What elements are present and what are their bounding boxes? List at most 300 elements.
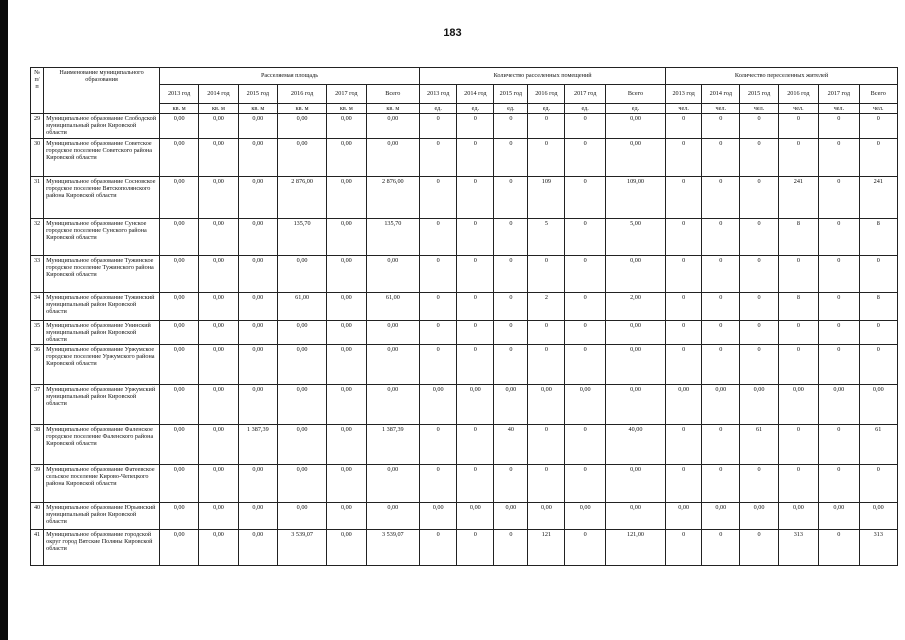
row-number: 36	[31, 344, 44, 384]
area-cell: 0,00	[366, 502, 420, 529]
people-cell: 0	[666, 320, 702, 344]
header-year: Всего	[859, 85, 897, 104]
row-number: 34	[31, 292, 44, 320]
area-cell: 0,00	[366, 384, 420, 424]
rooms-cell: 0	[457, 529, 494, 565]
area-cell: 0,00	[327, 114, 366, 138]
people-cell: 0	[666, 344, 702, 384]
area-cell: 0,00	[278, 424, 327, 464]
municipality-name: Муниципальное образование городской округ город Вятские Поляны Кировской области	[44, 529, 160, 565]
area-cell: 0,00	[278, 320, 327, 344]
area-cell: 0,00	[327, 464, 366, 502]
municipality-name: Муниципальное образование Советское городское поселение Советского района Кировской области	[44, 138, 160, 176]
rooms-cell: 0	[565, 464, 605, 502]
area-cell: 61,00	[366, 292, 420, 320]
area-cell: 0,00	[278, 344, 327, 384]
area-cell: 0,00	[238, 114, 277, 138]
municipality-name: Муниципальное образование Юрьянский муниципальный район Кировской области	[44, 502, 160, 529]
area-cell: 0,00	[159, 320, 198, 344]
municipality-name: Муниципальное образование Фатеевское сельское поселение Кирово-Чепецкого района Кировской области	[44, 464, 160, 502]
people-cell: 0	[666, 218, 702, 255]
rooms-cell: 0	[494, 176, 528, 218]
rooms-cell: 0	[528, 255, 565, 292]
rooms-cell: 0,00	[605, 255, 665, 292]
area-cell: 0,00	[159, 218, 198, 255]
rooms-cell: 121,00	[605, 529, 665, 565]
people-cell: 0	[819, 114, 859, 138]
people-cell: 0	[819, 464, 859, 502]
resettlement-table	[30, 67, 898, 566]
rooms-cell: 0	[420, 114, 457, 138]
municipality-name: Муниципальное образование Тужинское городское поселение Тужинского района Кировской области	[44, 255, 160, 292]
area-cell: 0,00	[159, 529, 198, 565]
people-cell: 0	[740, 114, 778, 138]
rooms-cell: 0	[528, 138, 565, 176]
rooms-cell: 0	[565, 424, 605, 464]
table-row	[31, 344, 898, 384]
header-unit: ед.	[605, 104, 665, 114]
municipality-name: Муниципальное образование Уржумский муниципальный район Кировской области	[44, 384, 160, 424]
rooms-cell: 0	[565, 138, 605, 176]
area-cell: 61,00	[278, 292, 327, 320]
header-year: 2014 год	[702, 85, 740, 104]
rooms-cell: 0	[420, 138, 457, 176]
people-cell: 0	[666, 464, 702, 502]
table-row	[31, 320, 898, 344]
area-cell: 0,00	[199, 114, 238, 138]
area-cell: 0,00	[327, 344, 366, 384]
people-cell: 0	[778, 114, 818, 138]
municipality-name: Муниципальное образование Тужинский муниципальный район Кировской области	[44, 292, 160, 320]
area-cell: 0,00	[238, 255, 277, 292]
area-cell: 0,00	[327, 529, 366, 565]
rooms-cell: 5,00	[605, 218, 665, 255]
table-row	[31, 114, 898, 138]
rooms-cell: 0	[457, 218, 494, 255]
header-group-rooms: Количество расселенных помещений	[420, 68, 666, 85]
people-cell: 313	[778, 529, 818, 565]
row-number: 35	[31, 320, 44, 344]
people-cell: 0	[740, 344, 778, 384]
header-unit: кв. м	[278, 104, 327, 114]
rooms-cell: 0	[494, 320, 528, 344]
area-cell: 0,00	[327, 176, 366, 218]
header-year: 2017 год	[819, 85, 859, 104]
area-cell: 0,00	[327, 255, 366, 292]
header-year: 2017 год	[565, 85, 605, 104]
header-year: 2015 год	[238, 85, 277, 104]
header-unit: чел.	[666, 104, 702, 114]
rooms-cell: 0,00	[457, 502, 494, 529]
area-cell: 1 387,39	[366, 424, 420, 464]
people-cell: 0	[819, 176, 859, 218]
people-cell: 0,00	[859, 502, 897, 529]
rooms-cell: 0	[528, 320, 565, 344]
people-cell: 0	[859, 320, 897, 344]
rooms-cell: 0	[420, 255, 457, 292]
people-cell: 8	[859, 292, 897, 320]
people-cell: 0	[819, 292, 859, 320]
people-cell: 0,00	[778, 384, 818, 424]
rooms-cell: 5	[528, 218, 565, 255]
header-year: 2016 год	[778, 85, 818, 104]
people-cell: 0	[702, 292, 740, 320]
row-number: 30	[31, 138, 44, 176]
people-cell: 0,00	[702, 384, 740, 424]
header-year: Всего	[366, 85, 420, 104]
table-row	[31, 529, 898, 565]
rooms-cell: 0	[457, 255, 494, 292]
area-cell: 0,00	[238, 344, 277, 384]
rooms-cell: 0	[457, 138, 494, 176]
area-cell: 0,00	[159, 138, 198, 176]
header-unit: чел.	[778, 104, 818, 114]
header-group-people: Количество переселенных жителей	[666, 68, 898, 85]
rooms-cell: 0	[494, 464, 528, 502]
area-cell: 0,00	[199, 320, 238, 344]
header-year: 2015 год	[740, 85, 778, 104]
rooms-cell: 0,00	[565, 384, 605, 424]
area-cell: 0,00	[238, 502, 277, 529]
area-cell: 0,00	[199, 344, 238, 384]
rooms-cell: 0	[457, 320, 494, 344]
header-name: Наименование муниципального образования	[44, 68, 160, 114]
people-cell: 0	[859, 464, 897, 502]
people-cell: 61	[740, 424, 778, 464]
rooms-cell: 109,00	[605, 176, 665, 218]
header-unit: кв. м	[199, 104, 238, 114]
people-cell: 0,00	[819, 384, 859, 424]
rooms-cell: 0	[494, 114, 528, 138]
rooms-cell: 0,00	[528, 384, 565, 424]
rooms-cell: 0,00	[494, 502, 528, 529]
area-cell: 0,00	[238, 464, 277, 502]
municipality-name: Муниципальное образование Унинский муниципальный район Кировской области	[44, 320, 160, 344]
people-cell: 0	[666, 114, 702, 138]
area-cell: 0,00	[199, 292, 238, 320]
people-cell: 241	[778, 176, 818, 218]
area-cell: 0,00	[199, 464, 238, 502]
rooms-cell: 0	[457, 176, 494, 218]
people-cell: 0	[666, 424, 702, 464]
area-cell: 0,00	[238, 176, 277, 218]
rooms-cell: 0	[457, 292, 494, 320]
rooms-cell: 109	[528, 176, 565, 218]
people-cell: 0	[778, 320, 818, 344]
people-cell: 0,00	[740, 502, 778, 529]
rooms-cell: 0	[565, 114, 605, 138]
rooms-cell: 0	[494, 344, 528, 384]
municipality-name: Муниципальное образование Уржумское городское поселение Уржумского района Кировской области	[44, 344, 160, 384]
area-cell: 0,00	[327, 138, 366, 176]
rooms-cell: 0	[494, 292, 528, 320]
rooms-cell: 0	[457, 114, 494, 138]
people-cell: 0	[666, 529, 702, 565]
header-group-area: Расселяемая площадь	[159, 68, 419, 85]
header-year: 2013 год	[420, 85, 457, 104]
header-unit: кв. м	[366, 104, 420, 114]
rooms-cell: 0	[528, 464, 565, 502]
rooms-cell: 0	[420, 218, 457, 255]
table-row	[31, 502, 898, 529]
row-number: 41	[31, 529, 44, 565]
area-cell: 0,00	[278, 255, 327, 292]
rooms-cell: 0	[494, 255, 528, 292]
people-cell: 0	[740, 176, 778, 218]
people-cell: 0	[702, 176, 740, 218]
people-cell: 0	[778, 424, 818, 464]
binding-strip	[0, 0, 8, 640]
rooms-cell: 0	[457, 424, 494, 464]
area-cell: 0,00	[159, 384, 198, 424]
header-unit: кв. м	[327, 104, 366, 114]
people-cell: 0	[819, 344, 859, 384]
municipality-name: Муниципальное образование Сосновское городское поселение Вятскополянского района Кировской области	[44, 176, 160, 218]
area-cell: 3 539,07	[366, 529, 420, 565]
municipality-name: Муниципальное образование Фаленское городское поселение Фаленского района Кировской области	[44, 424, 160, 464]
header-unit: чел.	[702, 104, 740, 114]
header-year: 2017 год	[327, 85, 366, 104]
area-cell: 0,00	[238, 384, 277, 424]
row-number: 29	[31, 114, 44, 138]
area-cell: 0,00	[327, 218, 366, 255]
table-row	[31, 424, 898, 464]
rooms-cell: 0,00	[420, 384, 457, 424]
table-row	[31, 218, 898, 255]
rooms-cell: 0,00	[605, 344, 665, 384]
people-cell: 0	[702, 424, 740, 464]
header-num: № п/п	[31, 68, 44, 114]
area-cell: 2 876,00	[278, 176, 327, 218]
rooms-cell: 0,00	[605, 138, 665, 176]
area-cell: 0,00	[159, 292, 198, 320]
people-cell: 0	[702, 344, 740, 384]
rooms-cell: 0,00	[605, 320, 665, 344]
area-cell: 0,00	[199, 424, 238, 464]
people-cell: 0	[666, 176, 702, 218]
table-row	[31, 464, 898, 502]
area-cell: 135,70	[278, 218, 327, 255]
people-cell: 0	[702, 255, 740, 292]
people-cell: 0	[859, 138, 897, 176]
people-cell: 0	[740, 529, 778, 565]
rooms-cell: 0	[565, 176, 605, 218]
area-cell: 0,00	[199, 502, 238, 529]
people-cell: 313	[859, 529, 897, 565]
header-year: 2015 год	[494, 85, 528, 104]
area-cell: 0,00	[199, 176, 238, 218]
row-number: 39	[31, 464, 44, 502]
header-year: 2013 год	[159, 85, 198, 104]
area-cell: 0,00	[159, 424, 198, 464]
area-cell: 0,00	[366, 138, 420, 176]
rooms-cell: 0	[457, 344, 494, 384]
area-cell: 0,00	[327, 384, 366, 424]
people-cell: 0,00	[702, 502, 740, 529]
people-cell: 0	[702, 138, 740, 176]
people-cell: 0	[702, 218, 740, 255]
rooms-cell: 0,00	[605, 464, 665, 502]
row-number: 40	[31, 502, 44, 529]
area-cell: 0,00	[238, 320, 277, 344]
people-cell: 0	[819, 529, 859, 565]
row-number: 33	[31, 255, 44, 292]
rooms-cell: 0,00	[457, 384, 494, 424]
rooms-cell: 0	[494, 218, 528, 255]
area-cell: 0,00	[159, 464, 198, 502]
people-cell: 0	[778, 138, 818, 176]
people-cell: 0	[740, 255, 778, 292]
area-cell: 0,00	[366, 344, 420, 384]
header-unit: ед.	[420, 104, 457, 114]
header-year: Всего	[605, 85, 665, 104]
people-cell: 0	[740, 320, 778, 344]
header-unit: чел.	[819, 104, 859, 114]
table-row	[31, 138, 898, 176]
area-cell: 0,00	[238, 218, 277, 255]
header-unit: ед.	[457, 104, 494, 114]
people-cell: 0	[702, 320, 740, 344]
rooms-cell: 0	[528, 344, 565, 384]
rooms-cell: 2	[528, 292, 565, 320]
area-cell: 0,00	[278, 138, 327, 176]
rooms-cell: 0	[420, 320, 457, 344]
area-cell: 0,00	[238, 138, 277, 176]
area-cell: 0,00	[238, 292, 277, 320]
area-cell: 0,00	[278, 464, 327, 502]
people-cell: 0	[666, 255, 702, 292]
area-cell: 0,00	[327, 502, 366, 529]
rooms-cell: 2,00	[605, 292, 665, 320]
people-cell: 0	[702, 464, 740, 502]
people-cell: 61	[859, 424, 897, 464]
people-cell: 0	[819, 138, 859, 176]
area-cell: 0,00	[159, 502, 198, 529]
rooms-cell: 0	[420, 344, 457, 384]
people-cell: 0	[740, 464, 778, 502]
table-row	[31, 176, 898, 218]
area-cell: 0,00	[327, 320, 366, 344]
area-cell: 0,00	[199, 218, 238, 255]
people-cell: 0	[859, 255, 897, 292]
rooms-cell: 0,00	[494, 384, 528, 424]
rooms-cell: 0	[565, 529, 605, 565]
page-number: 183	[443, 27, 462, 39]
header-unit: кв. м	[159, 104, 198, 114]
header-unit: ед.	[494, 104, 528, 114]
municipality-name: Муниципальное образование Слободской муниципальный район Кировской области	[44, 114, 160, 138]
rooms-cell: 0	[565, 292, 605, 320]
rooms-cell: 0	[420, 424, 457, 464]
people-cell: 0	[778, 255, 818, 292]
area-cell: 0,00	[159, 114, 198, 138]
rooms-cell: 0	[528, 114, 565, 138]
header-year: 2013 год	[666, 85, 702, 104]
rooms-cell: 0,00	[605, 114, 665, 138]
rooms-cell: 0,00	[565, 502, 605, 529]
area-cell: 1 387,39	[238, 424, 277, 464]
rooms-cell: 0	[494, 529, 528, 565]
header-year: 2014 год	[199, 85, 238, 104]
table-row	[31, 292, 898, 320]
people-cell: 0,00	[666, 502, 702, 529]
people-cell: 0	[778, 464, 818, 502]
people-cell: 0	[819, 424, 859, 464]
people-cell: 0	[859, 114, 897, 138]
area-cell: 0,00	[199, 384, 238, 424]
row-number: 37	[31, 384, 44, 424]
rooms-cell: 0,00	[528, 502, 565, 529]
area-cell: 0,00	[278, 114, 327, 138]
people-cell: 0,00	[819, 502, 859, 529]
rooms-cell: 0,00	[605, 502, 665, 529]
row-number: 31	[31, 176, 44, 218]
header-unit: кв. м	[238, 104, 277, 114]
people-cell: 0	[819, 255, 859, 292]
rooms-cell: 0	[457, 464, 494, 502]
header-year: 2016 год	[528, 85, 565, 104]
people-cell: 0	[740, 138, 778, 176]
area-cell: 2 876,00	[366, 176, 420, 218]
area-cell: 0,00	[278, 502, 327, 529]
people-cell: 0,00	[740, 384, 778, 424]
rooms-cell: 0	[565, 255, 605, 292]
area-cell: 0,00	[327, 424, 366, 464]
area-cell: 0,00	[366, 255, 420, 292]
rooms-cell: 40	[494, 424, 528, 464]
people-cell: 0	[859, 344, 897, 384]
rooms-cell: 0	[565, 218, 605, 255]
people-cell: 0,00	[666, 384, 702, 424]
area-cell: 0,00	[199, 138, 238, 176]
people-cell: 0	[666, 292, 702, 320]
people-cell: 0	[819, 320, 859, 344]
municipality-name: Муниципальное образование Сунское городское поселение Сунского района Кировской области	[44, 218, 160, 255]
area-cell: 0,00	[159, 255, 198, 292]
area-cell: 0,00	[238, 529, 277, 565]
header-unit: ед.	[565, 104, 605, 114]
header-unit: ед.	[528, 104, 565, 114]
row-number: 32	[31, 218, 44, 255]
area-cell: 0,00	[199, 529, 238, 565]
people-cell: 0	[702, 529, 740, 565]
area-cell: 0,00	[159, 176, 198, 218]
people-cell: 0	[778, 344, 818, 384]
people-cell: 241	[859, 176, 897, 218]
area-cell: 0,00	[366, 320, 420, 344]
rooms-cell: 0	[420, 292, 457, 320]
rooms-cell: 0,00	[605, 384, 665, 424]
people-cell: 0,00	[778, 502, 818, 529]
people-cell: 8	[778, 292, 818, 320]
rooms-cell: 0	[565, 320, 605, 344]
area-cell: 0,00	[327, 292, 366, 320]
people-cell: 8	[778, 218, 818, 255]
rooms-cell: 40,00	[605, 424, 665, 464]
header-year: 2016 год	[278, 85, 327, 104]
header-unit: чел.	[859, 104, 897, 114]
rooms-cell: 0	[494, 138, 528, 176]
area-cell: 0,00	[199, 255, 238, 292]
rooms-cell: 0	[565, 344, 605, 384]
table-row	[31, 255, 898, 292]
area-cell: 0,00	[366, 114, 420, 138]
rooms-cell: 121	[528, 529, 565, 565]
people-cell: 0	[666, 138, 702, 176]
people-cell: 0	[819, 218, 859, 255]
people-cell: 0	[740, 292, 778, 320]
area-cell: 0,00	[366, 464, 420, 502]
